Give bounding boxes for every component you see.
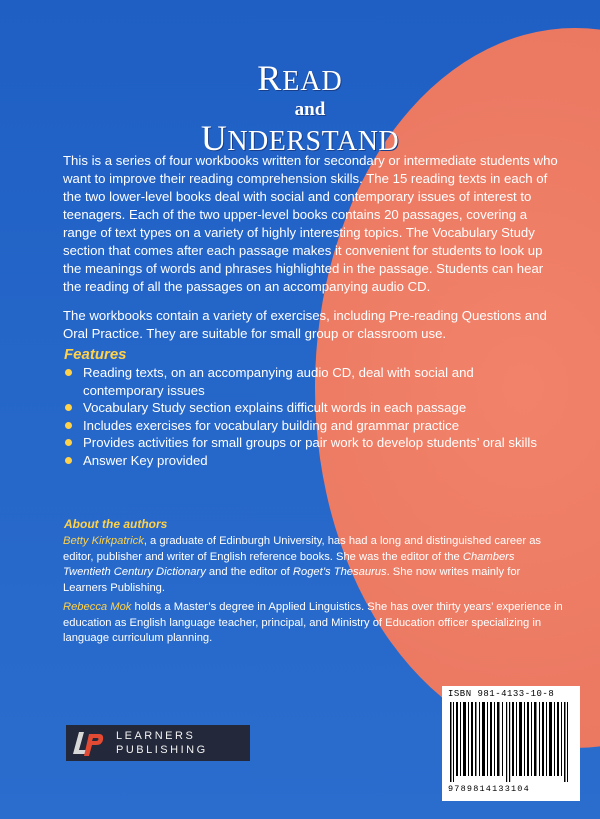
author-bio-mok <box>63 600 563 647</box>
work-title: Chambers Twentieth Century Dictionary <box>63 550 515 578</box>
title-and: and <box>294 99 326 120</box>
title-understand-rest: NDERSTAND <box>227 126 400 157</box>
feature-item <box>63 434 543 452</box>
publisher-line-1: LEARNERS <box>116 730 196 742</box>
publisher-name <box>116 729 208 757</box>
feature-item <box>63 452 543 470</box>
author-bio-text: holds a Master’s degree in Applied Linguistics. She has over thirty years’ experience in education as English language teacher, principal, and Ministry of Education officer specializing in language curriculum planning. <box>63 601 563 644</box>
feature-text: Includes exercises for vocabulary building and grammar practice <box>83 417 460 433</box>
bullet-icon <box>65 439 72 446</box>
bullet-icon <box>65 369 72 376</box>
author-bio-text: and the editor of <box>205 566 293 578</box>
features-heading: Features <box>64 346 127 363</box>
feature-item <box>63 399 543 417</box>
author-name: Betty Kirkpatrick <box>63 535 144 547</box>
feature-text: Provides activities for small groups or pair work to develop students’ oral skills <box>83 435 537 450</box>
description <box>63 152 563 354</box>
author-name: Rebecca Mok <box>63 601 132 613</box>
feature-item <box>63 417 543 435</box>
barcode-icon <box>448 702 574 782</box>
bullet-icon <box>65 422 72 429</box>
description-paragraph-1: This is a series of four workbooks written for secondary or intermediate students who want to improve their reading comprehension skills. The 15 reading texts in each of the two lower-level books deal with social and contemporary issues of interest to teenagers. Each of the two upper-level books contains 20 passages, covering a range of text types on a variety of highly interesting topics. The Vocabulary Study section that comes after each passage makes it convenient for students to look up the meanings of words and phrases highlighted in the passage. Students can hear the reading of all the passages on an accompanying audio CD. <box>63 153 558 294</box>
bullet-icon <box>65 404 72 411</box>
isbn-barcode <box>442 686 580 801</box>
publisher-line-2: PUBLISHING <box>116 744 208 756</box>
publisher-logo <box>66 725 250 761</box>
title-read-initial: R <box>257 58 283 98</box>
isbn-number: ISBN 981-4133-10-8 <box>448 689 555 699</box>
bullet-icon <box>65 457 72 464</box>
work-title: Roget’s Thesaurus <box>292 566 387 578</box>
author-bio-kirkpatrick <box>63 534 563 596</box>
features-list <box>63 364 543 469</box>
title-read <box>160 60 440 100</box>
author-bio-text: . She now writes mainly for Learners Publishing. <box>63 566 521 594</box>
barcode-digits: 9789814133104 <box>448 784 530 794</box>
author-bio-text: , a graduate of Edinburgh University, has had a long and distinguished career as editor, publisher and writer of English reference books. She was the editor of the <box>63 535 542 563</box>
feature-text: Answer Key provided <box>83 452 208 468</box>
description-paragraph-2: The workbooks contain a variety of exercises, including Pre-reading Questions and Oral Practice. They are suitable for small group or classroom use. <box>63 308 547 341</box>
lp-logo-icon <box>66 725 110 761</box>
title-read-rest: EAD <box>282 66 343 97</box>
about-authors-heading: About the authors <box>64 517 168 531</box>
feature-text: Reading texts, on an accompanying audio CD, deal with social and contemporary issues <box>83 365 474 398</box>
book-title <box>160 60 440 160</box>
title-understand-initial: U <box>200 118 228 158</box>
feature-text: Vocabulary Study section explains difficult words in each passage <box>83 400 467 415</box>
feature-item <box>63 364 543 399</box>
